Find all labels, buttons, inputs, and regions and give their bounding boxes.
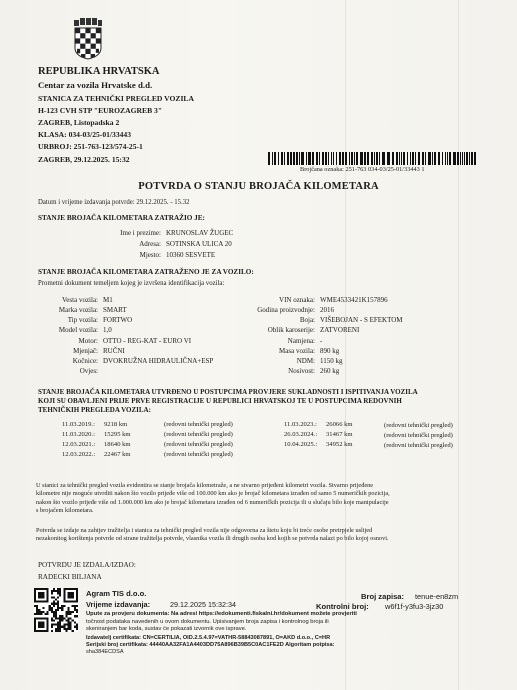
issue-time-label: Vrijeme izdavanja: xyxy=(86,600,151,609)
odometer-note: (redovni tehnički pregled) xyxy=(384,422,453,429)
vehicle-brakes-value: DVOKRUŽNA HIDRAULIČNA+ESP xyxy=(103,357,214,365)
disclaimer-paragraph xyxy=(36,482,472,515)
ndm-label: NDM: xyxy=(296,357,315,365)
certificate-line: sha384ECDSA xyxy=(86,649,124,656)
country-name: REPUBLIKA HRVATSKA xyxy=(38,66,160,77)
record-number-label: Broj zapisa: xyxy=(361,592,405,601)
issue-datetime: Datum i vrijeme izdavanja potvrde: 29.12.2025. - 15.32 xyxy=(38,199,190,206)
fold-line xyxy=(345,0,346,690)
odometer-date: 12.03.2021.: xyxy=(62,441,96,448)
vehicle-suspension-label: Ovjes: xyxy=(79,367,98,375)
odometer-km: 15295 km xyxy=(104,431,131,438)
production-year-label: Godina proizvodnje: xyxy=(257,306,315,314)
issue-time-value: 29.12.2025 15:32:34 xyxy=(170,600,236,609)
color-label: Boja: xyxy=(299,316,315,324)
liability-line: Potvrda se izdaje na zahtjev tražitelja i stanica za tehnički pregled vozila nije odgovorna za štetu koju bi treće osobe pretrpjele uslijed xyxy=(36,527,373,534)
vehicle-brakes-label: Kočnice: xyxy=(72,357,98,365)
requester-heading: STANJE BROJAČA KILOMETARA ZATRAŽIO JE: xyxy=(38,214,205,222)
vehicle-engine-label: Motor: xyxy=(78,337,98,345)
control-number-value: w6f1f-y3fu3-3jz30 xyxy=(385,602,444,611)
odometer-heading-line: TEHNIČKIH PREGLEDA VOZILA: xyxy=(38,406,151,415)
station-code: H-123 CVH STP "EUROZAGREB 3" xyxy=(38,106,163,115)
record-number-value: tenue-en8zm xyxy=(415,592,459,601)
payload-value: 260 kg xyxy=(320,367,340,375)
odometer-date: 10.04.2025.: xyxy=(284,441,318,448)
vehicle-intro: Prometni dokument temeljem kojeg je izvršena identifikacija vozila: xyxy=(38,280,225,287)
vin-label: VIN oznaka: xyxy=(279,296,315,304)
odometer-note: (redovni tehnički pregled) xyxy=(164,451,233,458)
klasa: KLASA: 034-03/25-01/33443 xyxy=(38,130,132,139)
barcode xyxy=(268,152,478,165)
fold-line xyxy=(458,0,459,690)
color-value: VIŠEBOJAN - S EFEKTOM xyxy=(320,316,403,324)
odometer-km: 9218 km xyxy=(104,421,128,428)
requester-name-value: KRUNOSLAV ŽUGEC xyxy=(166,229,234,237)
odometer-heading xyxy=(38,388,418,416)
odometer-heading-line: KOJI SU OBAVLJENI PRIJE PRVE REGISTRACIJE U REPUBLICI HRVATSKOJ TE U POSTUPCIMA REDOVNIH xyxy=(38,397,402,406)
vehicle-type-value: FORTWO xyxy=(103,316,133,324)
vehicle-gearbox-value: RUČNI xyxy=(103,347,125,355)
disclaimer-line: kilometre nije moguće utvrditi nakon što vozilo prijeđe više od 100.000 km ako je brojač kilometara izrađen od samo 5 numeričkih pozicija, xyxy=(36,490,390,498)
odometer-date: 11.03.2019.: xyxy=(62,421,95,428)
vehicle-heading: STANJE BROJAČA KILOMETARA ZATRAŽENO JE ZA VOZILO: xyxy=(38,268,254,276)
odometer-date: 11.03.2020.: xyxy=(62,431,95,438)
vehicle-category-value: M1 xyxy=(103,296,113,304)
odometer-date: 26.03.2024.: xyxy=(284,431,318,438)
place-date: ZAGREB, 29.12.2025. 15:32 xyxy=(38,155,130,164)
vehicle-category-label: Vesta vozila: xyxy=(62,296,98,304)
requester-city-value: 10360 SESVETE xyxy=(166,251,216,259)
disclaimer-line: nakon što vozilo prijeđe više od 1.000.000 km ako je brojač kilometara izrađen od 6 numeričkih pozicija ili u slučaju bilo koje manipulacije xyxy=(36,498,389,506)
issuer-name: RADECKI BILJANA xyxy=(38,573,102,581)
requester-city-label: Mjesto: xyxy=(139,251,161,259)
center-name: Centar za vozila Hrvatske d.d. xyxy=(38,80,153,90)
certificate-line: Serijski broj certifikata: 44440AA32FA1A4403DD75A896B39B5C0AC1FE2D Algoritam potpisa: xyxy=(86,642,335,649)
odometer-heading-line: STANJE BROJAČA KILOMETARA UTVRĐENO U POSTUPCIMA PROVJERE SUKLADNOSTI I ISPITIVANJA VOZILA xyxy=(38,388,418,396)
vin-value: WME4533421K157896 xyxy=(320,296,388,304)
vehicle-mass-value: 890 kg xyxy=(320,347,340,355)
odometer-note: (redovni tehnički pregled) xyxy=(384,432,453,439)
station-address: ZAGREB, Listopadska 2 xyxy=(38,118,120,127)
verification-line: točnost podataka navedenih u ovom dokumentu. Upisivanjem broja zapisa i kontrolnog broja ili xyxy=(86,618,329,625)
vehicle-engine-value: OTTO - REG-KAT - EURO VI xyxy=(103,337,192,345)
payload-label: Nosivost: xyxy=(288,367,315,375)
page-title: POTVRDA O STANJU BROJAČA KILOMETARA xyxy=(138,181,379,192)
verification-line: skeniranjem bar koda, sustav će pokazati izvornik ove isprave. xyxy=(86,626,247,633)
footer-company: Agram TIS d.o.o. xyxy=(86,589,147,598)
liability-line: nezakonitog korištenja potvrde od strane tražitelja potvrde, vlasnika vozila ili drugih osoba kod kojih se potvrda nalazi po bilo kojoj osnovi. xyxy=(36,535,389,543)
requester-name-label: Ime i prezime: xyxy=(120,229,161,237)
urbroj: URBROJ: 251-763-123/574-25-1 xyxy=(38,142,143,151)
vehicle-model-label: Model vozila: xyxy=(58,326,98,334)
odometer-note: (redovni tehnički pregled) xyxy=(164,431,233,438)
odometer-km: 18640 km xyxy=(104,441,131,448)
odometer-km: 26066 km xyxy=(326,421,353,428)
odometer-km: 34952 km xyxy=(326,441,353,448)
vehicle-make-label: Marka vozila: xyxy=(58,306,98,314)
odometer-note: (redovni tehnički pregled) xyxy=(384,442,453,449)
coat-of-arms-icon xyxy=(73,18,103,60)
verification-line: Upute za provjeru dokumenta: Na adresi https://edokumenti.fiskalni.hr/dokument možete provjeriti xyxy=(86,611,357,617)
station-name: STANICA ZA TEHNIČKI PREGLED VOZILA xyxy=(38,94,194,103)
qr-code xyxy=(34,588,78,632)
odometer-km: 22467 km xyxy=(104,451,131,458)
requester-address-label: Adresa: xyxy=(139,240,161,248)
purpose-label: Namjena: xyxy=(287,337,315,345)
odometer-note: (redovni tehnički pregled) xyxy=(164,441,233,448)
disclaimer-line: s brojačem kilometara. xyxy=(36,506,94,514)
odometer-km: 31467 km xyxy=(326,431,353,438)
vehicle-type-label: Tip vozila: xyxy=(67,316,98,324)
odometer-date: 11.03.2023.: xyxy=(284,421,317,428)
production-year-value: 2016 xyxy=(320,306,334,314)
barcode-label: Brojčana oznaka: 251-763 034-03/25-01/33443 1 xyxy=(300,166,425,173)
body-shape-label: Oblik karoserije: xyxy=(267,326,315,334)
disclaimer-line: U stanici za tehnički pregled vozila evidentira se stanje brojača kilometraže, a ne stvarno prijeđeni kilometri vozila. Stvarno prijeđene xyxy=(36,482,374,489)
purpose-value: - xyxy=(320,337,323,345)
issuer-heading: POTVRDU JE IZDALA/IZDAO: xyxy=(38,561,136,569)
control-number-label: Kontrolni broj: xyxy=(316,602,369,611)
liability-paragraph xyxy=(36,527,472,544)
verification-instructions xyxy=(86,611,486,634)
vehicle-mass-label: Masa vozila: xyxy=(279,347,315,355)
certificate-line: Izdavatelj certifikata: CN=CERTILIA, OID.2.5.4.97=VATHR-58843087891, O=AKD d.o.o., C=HR xyxy=(86,635,331,641)
vehicle-model-value: 1,0 xyxy=(103,326,112,334)
vehicle-gearbox-label: Mjenjač: xyxy=(73,347,98,355)
odometer-date: 12.03.2022.: xyxy=(62,451,96,458)
requester-address-value: SOTINSKA ULICA 20 xyxy=(166,240,232,248)
ndm-value: 1150 kg xyxy=(320,357,343,365)
certificate-info xyxy=(86,635,491,657)
vehicle-make-value: SMART xyxy=(103,306,127,314)
odometer-note: (redovni tehnički pregled) xyxy=(164,421,233,428)
body-shape-value: ZATVORENI xyxy=(320,326,360,334)
